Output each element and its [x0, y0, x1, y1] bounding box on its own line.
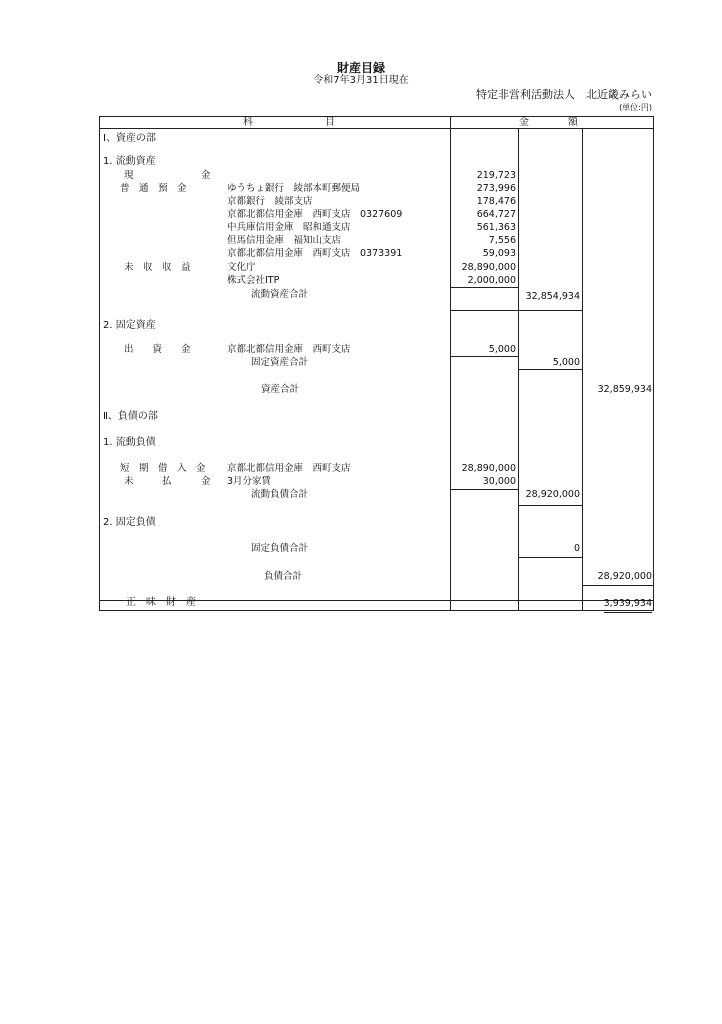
- column-header-item-2: 目: [325, 117, 335, 128]
- deposit-5-detail: 但馬信用金庫 福知山支店: [227, 235, 342, 246]
- cash-amount: 219,723: [476, 170, 516, 181]
- deposit-3-detail: 京都北都信用金庫 西町支店 0327609: [227, 209, 403, 220]
- short-loan-detail: 京都北都信用金庫 西町支店: [227, 463, 351, 474]
- as-of-date: 令和7年3月31日現在: [313, 75, 409, 86]
- column-header-item-1: 科: [243, 117, 253, 128]
- fixed-liabilities-total-amount: 0: [573, 543, 580, 554]
- section-assets: Ⅰ、資産の部: [103, 133, 156, 144]
- deposit-6-amount: 59,093: [482, 248, 516, 259]
- amount-column-divider: [450, 116, 451, 611]
- investment-label: 出 資 金: [124, 344, 191, 355]
- fixed-assets-total-label: 固定資産合計: [251, 357, 309, 368]
- section-fixed-liabilities: 2. 固定負債: [103, 517, 156, 528]
- accrued-underline: [450, 489, 518, 490]
- liabilities-total-label: 負債合計: [264, 571, 303, 582]
- investment-underline: [450, 356, 518, 357]
- unit-label: (単位:円): [619, 103, 652, 112]
- investment-amount: 5,000: [488, 344, 516, 355]
- short-loan-label: 短 期 借 入 金: [120, 463, 206, 474]
- fixed-assets-total-amount: 5,000: [552, 357, 580, 368]
- accrued-amount: 30,000: [482, 476, 516, 487]
- net-assets-amount: 3,939,934: [604, 599, 652, 613]
- deposit-6-detail: 京都北都信用金庫 西町支店 0373391: [227, 248, 403, 259]
- fixed-assets-underline: [518, 369, 582, 370]
- section-fixed-assets: 2. 固定資産: [103, 320, 156, 331]
- short-loan-amount: 28,890,000: [461, 463, 516, 474]
- accrued-label-b: 払: [162, 476, 172, 487]
- accrued-label-c: 金: [201, 476, 211, 487]
- section-liabilities: Ⅱ、負債の部: [103, 411, 158, 422]
- deposit-5-amount: 7,556: [488, 235, 516, 246]
- current-assets-total-amount: 32,854,934: [525, 291, 580, 302]
- accrued-detail: 3月分家賃: [227, 476, 272, 487]
- total-column-divider: [582, 128, 583, 611]
- receivable-2-detail: 株式会社ITP: [227, 275, 280, 286]
- assets-total-amount: 32,859,934: [597, 384, 652, 395]
- cash-label-b: 金: [201, 170, 211, 181]
- receivable-1-amount: 28,890,000: [461, 262, 516, 273]
- net-assets-label: 正 味 財 産: [126, 597, 196, 608]
- column-header-amount-1: 金: [519, 117, 529, 128]
- cash-label-a: 現: [124, 170, 134, 181]
- liabilities-total-underline: [582, 585, 654, 586]
- fixed-liabilities-total-label: 固定負債合計: [251, 543, 309, 554]
- section-current-liabilities: 1. 流動負債: [103, 437, 156, 448]
- header-row-divider: [99, 128, 654, 129]
- current-liabilities-total-label: 流動負債合計: [251, 489, 309, 500]
- fixed-liabilities-underline: [518, 557, 582, 558]
- liabilities-total-amount: 28,920,000: [597, 571, 652, 582]
- document-title: 財産目録: [336, 61, 385, 75]
- deposit-label: 普 通 預 金: [120, 183, 187, 194]
- assets-total-label: 資産合計: [261, 384, 300, 395]
- current-liabilities-total-amount: 28,920,000: [525, 489, 580, 500]
- section-current-assets: 1. 流動資産: [103, 156, 156, 167]
- deposit-1-amount: 273,996: [476, 183, 516, 194]
- deposit-4-detail: 中兵庫信用金庫 昭和通支店: [227, 222, 351, 233]
- deposit-1-detail: ゆうちょ銀行 綾部本町郵便局: [227, 183, 361, 194]
- deposit-2-amount: 178,476: [476, 196, 516, 207]
- receivable-2-amount: 2,000,000: [467, 275, 516, 286]
- current-assets-total-label: 流動資産合計: [251, 289, 309, 300]
- deposit-2-detail: 京都銀行 綾部支店: [227, 196, 313, 207]
- deposit-4-amount: 561,363: [476, 222, 516, 233]
- current-liabilities-underline: [518, 505, 582, 506]
- receivable-label: 未 収 収 益: [124, 262, 191, 273]
- receivable-1-detail: 文化庁: [227, 262, 256, 273]
- column-header-amount-2: 額: [568, 117, 578, 128]
- current-assets-underline: [518, 310, 582, 311]
- accrued-label-a: 未: [124, 476, 134, 487]
- deposit-3-amount: 664,727: [476, 209, 516, 220]
- investment-detail: 京都北都信用金庫 西町支店: [227, 344, 351, 355]
- receivable-underline: [450, 287, 518, 288]
- current-assets-section-line: [450, 310, 518, 311]
- organization-name: 特定非営利活動法人 北近畿みらい: [476, 88, 652, 101]
